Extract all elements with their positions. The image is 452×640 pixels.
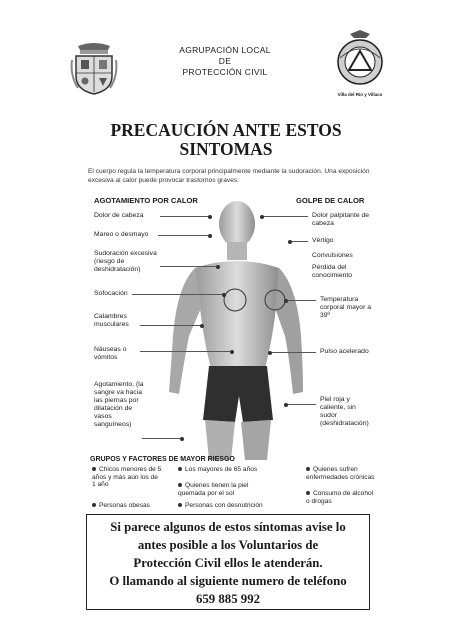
symptom-nausea: Náuseas o vómitos	[94, 346, 127, 361]
leader-line	[140, 325, 202, 326]
intro-text: El cuerpo regula la temperatura corporal principalmente mediante la sudoración. Una exposición excesiva al calor puede provocar trastornos graves:	[88, 168, 370, 184]
leader-line	[286, 404, 316, 405]
bullet-icon	[306, 491, 310, 495]
risk-item: Consumo de alcohol o drogas	[306, 490, 374, 505]
risk-item: Personas con desnutrición	[178, 502, 298, 510]
symptom-dizziness: Mareo o desmayo	[94, 231, 149, 238]
leader-line	[160, 216, 210, 217]
notice-line-1: Si parece algunos de estos síntomas avise lo	[110, 520, 346, 534]
bullet-icon	[178, 467, 182, 471]
leader-line	[270, 352, 316, 353]
risk-item: Quienes sufren enfermedades crónicas	[306, 466, 375, 481]
civil-protection-badge	[328, 30, 392, 98]
bullet-icon	[92, 503, 96, 507]
notice-line-3: Protección Civil ellos le atenderán.	[133, 556, 323, 570]
leader-line	[262, 216, 308, 217]
badge-caption: Villa del Río y Villaco	[337, 92, 383, 97]
symptom-rapid-pulse: Pulso acelerado	[320, 348, 369, 355]
notice-line-4: O llamando al siguiente numero de teléfono	[109, 574, 347, 588]
coat-of-arms-logo	[68, 40, 120, 96]
heat-stroke-heading: GOLPE DE CALOR	[296, 196, 365, 205]
org-line-2: DE	[218, 56, 232, 66]
risk-item: Personas obesas	[92, 502, 172, 510]
org-line-3: PROTECCIÓN CIVIL	[182, 67, 268, 77]
symptom-loss-of-consciousness: Pérdida del conocimiento	[312, 264, 353, 279]
leader-line	[132, 294, 224, 295]
risk-item: Los mayores de 65 años	[178, 466, 274, 474]
leader-line	[290, 241, 308, 242]
symptom-red-hot-skin: Piel roja y caliente, sin sudor (deshidratación)	[320, 396, 369, 427]
organization-name	[150, 45, 300, 78]
symptom-exhaustion: Agotamiento, (la sangre va hacia las piernas por dilatación de vasos sanguíneos)	[94, 381, 144, 428]
bullet-icon	[178, 483, 182, 487]
symptom-headache: Dolor de cabeza	[94, 212, 144, 219]
bullet-icon	[306, 467, 310, 471]
contact-notice-box	[86, 514, 370, 610]
leader-line	[158, 235, 210, 236]
risk-item: Quienes tienen la piel quemada por el sol	[178, 482, 249, 497]
risk-groups-heading: GRUPOS Y FACTORES DE MAYOR RIESGO	[90, 456, 235, 463]
leader-line	[140, 351, 232, 352]
heat-exhaustion-heading: AGOTAMIENTO POR CALOR	[94, 196, 198, 205]
poster-title	[60, 121, 392, 159]
bullet-icon	[92, 467, 96, 471]
phone-number: 659 885 992	[196, 592, 260, 606]
leader-line	[286, 300, 316, 301]
leader-line	[142, 438, 182, 439]
title-line-1: PRECAUCIÓN ANTE ESTOS	[110, 120, 342, 140]
symptom-high-temperature: Temperatura corporal mayor a 39º	[320, 296, 371, 319]
symptom-suffocation: Sofocación	[94, 290, 128, 297]
symptom-vertigo: Vértigo	[312, 237, 334, 244]
org-line-1: AGRUPACIÓN LOCAL	[179, 45, 271, 55]
symptom-sweating: Sudoración excesiva (riesgo de deshidratación)	[94, 250, 157, 273]
bullet-icon	[178, 503, 182, 507]
risk-item: Chicos menores de 5 años y más aún los de 1 año	[92, 466, 162, 488]
leader-line	[160, 266, 218, 267]
notice-line-2: antes posible a los Voluntarios de	[137, 538, 319, 552]
symptom-convulsions: Convulsiones	[312, 252, 353, 259]
symptom-throbbing-headache: Dolor palpitante de cabeza	[312, 212, 370, 227]
title-line-2: SINTOMAS	[179, 139, 273, 159]
symptom-cramps: Calambres musculares	[94, 313, 129, 328]
